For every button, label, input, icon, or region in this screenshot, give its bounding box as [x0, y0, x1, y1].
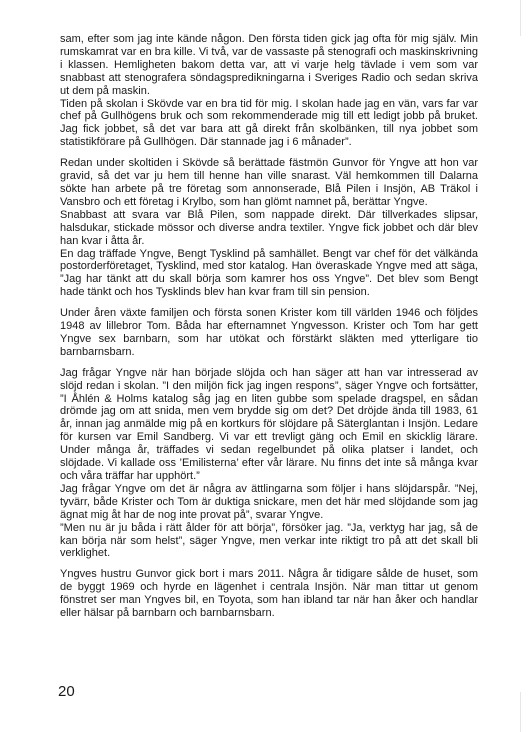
paragraph: ”Men nu är ju båda i rätt ålder för att börja”, försöker jag. ”Ja, verktyg har jag, så de kan börja när som helst”, säger Yngve, men verkar inte riktigt tro på att det skall bli verklighet.	[60, 521, 478, 560]
paragraph: Redan under skoltiden i Skövde så berättade fästmön Gunvor för Yngve att hon var gravid, så det var ju hem till henne han ville snarast. Väl hemkommen till Dalarna sökte han arbete på tre företag som annonserade, Blå Pilen i Insjön, AB Träkol i Vansbro och ett företag i Krylbo, som han glömt namnet på, berättar Yngve.	[60, 157, 478, 208]
paragraph: Yngves hustru Gunvor gick bort i mars 2011. Några år tidigare sålde de huset, som de byggt 1969 och hyrde en lägenhet i centrala Insjön. När man tittar ut genom fönstret ser man Yngves bil, en Toyota, som han ibland tar när han åker och handlar eller hälsar på barnbarn och barnbarnsbarn.	[60, 568, 478, 620]
page-edge-top	[520, 0, 531, 36]
paragraph: Jag frågar Yngve om det är några av ättlingarna som följer i hans slöjdarspår. ”Nej, tyvärr, både Krister och Tom är duktiga snickare, men det här med slöjdande som jag ägnat mig åt har de nog inte provat på”, svarar Yngve.	[60, 482, 478, 521]
page-body-text	[60, 33, 478, 620]
page-number: 20	[58, 683, 75, 700]
page-edge-bottom	[520, 692, 531, 732]
paragraph: sam, efter som jag inte kände någon. Den första tiden gick jag ofta för mig själv. Min rumskamrat var en bra kille. Vi två, var de vassaste på stenografi och maskinskrivning i klassen. Hemligheten bakom detta var, att vi varje helg tävlade i vem som var snabbast att stenografera söndagspredikningarna i Sveriges Radio och sedan skriva ut dem på maskin.	[60, 33, 478, 97]
paragraph: Tiden på skolan i Skövde var en bra tid för mig. I skolan hade jag en vän, vars far var chef på Gullhögens bruk och som rekommenderade mig till ett ledigt jobb på bruket. Jag fick jobbet, så det var bara att gå direkt från skolbänken, till nya jobbet som statistikförare på Gullhögen. Där stannade jag i 6 månader”.	[60, 97, 478, 149]
paragraph: Jag frågar Yngve när han började slöjda och han säger att han var intresserad av slöjd redan i skolan. ”I den miljön fick jag ingen respons”, säger Yngve och fortsätter, ”I Åhlén & Holms katalog såg jag en liten gubbe som spelade dragspel, en sådan drömde jag om att snida, men vem brydde sig om det? Det dröjde ända till 1983, 61 år, innan jag anmälde mig på en kortkurs för slöjdare på Säterglantan i Insjön. Ledare för kursen var Emil Sandberg. Vi var ett trevligt gäng och Emil en skicklig lärare. Under många år, träffades vi sedan regelbundet på olika platser i landet, och slöjdade. Vi kallade oss ’Emilisterna’ efter vår lärare. Nu finns det inte så många kvar och våra träffar har upphört.”	[60, 366, 478, 482]
paragraph: Snabbast att svara var Blå Pilen, som nappade direkt. Där tillverkades slipsar, halsdukar, stickade mössor och diverse andra textiler. Yngve fick jobbet och där blev han kvar i åtta år.	[60, 208, 478, 247]
paragraph: Under åren växte familjen och första sonen Krister kom till världen 1946 och följdes 1948 av lillebror Tom. Båda har efternamnet Yngvesson. Krister och Tom har gett Yngve sex barnbarn, som har utökat och förstärkt släkten med ytterligare tio barnbarnsbarn.	[60, 307, 478, 358]
paragraph: En dag träffade Yngve, Bengt Tysklind på samhället. Bengt var chef för det välkända postorderföretaget, Tysklind, med stor katalog. Han överaskade Yngve med att säga, ”Jag har tänkt att du skall börja som kamrer hos oss Yngve”. Det blev som Bengt hade tänkt och hos Tysklinds blev han kvar fram till sin pension.	[60, 247, 478, 299]
